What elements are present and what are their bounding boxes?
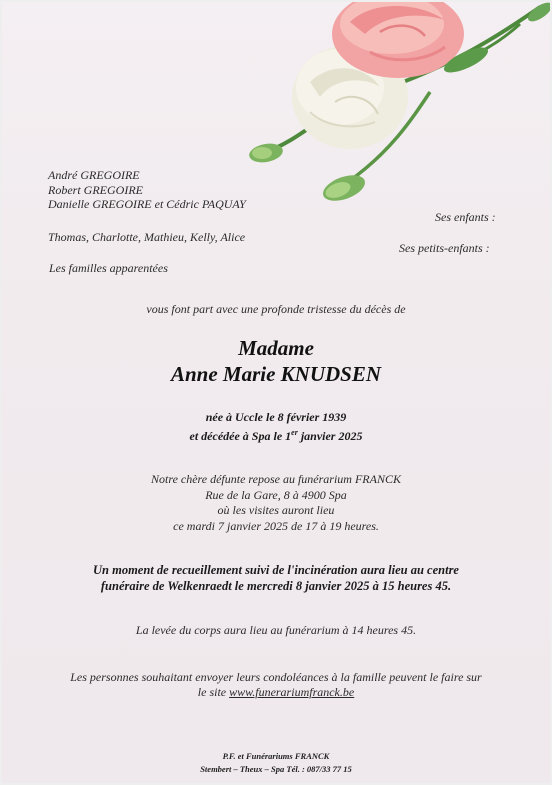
child-name: Robert GREGOIRE [48,182,143,197]
deceased-name: Anne Marie KNUDSEN [170,362,382,386]
visitation-line: Rue de la Gare, 8 à 4900 Spa [205,487,347,502]
grandchildren-list: Thomas, Charlotte, Mathieu, Kelly, Alice [48,230,246,244]
label-grandchildren: Ses petits-enfants : [399,241,490,255]
child-name: Danielle GREGOIRE et Cédric PAQUAY [48,197,246,211]
website-link[interactable]: www.funerariumfranck.be [229,685,355,699]
roses-illustration [240,2,552,222]
announcement-intro: vous font part avec une profonde tristesse du décès de [146,302,406,316]
condolences-info [2,670,550,700]
footer-contact: Stembert – Theux – Spa Tél. : 087/33 77 15 [200,764,352,774]
ceremony-info [2,562,550,594]
ceremony-line: Un moment de recueillement suivi de l'incinération aura lieu au centre [93,563,459,577]
footer-company: P.F. et Funérariums FRANCK [222,751,330,761]
visitation-line: Notre chère défunte repose au funérarium FRANCK [151,472,401,486]
visitation-line: ce mardi 7 janvier 2025 de 17 à 19 heures. [173,518,379,533]
levee-info: La levée du corps aura lieu au funérarium à 14 heures 45. [135,623,417,637]
life-dates [2,409,550,441]
children-list [48,168,246,212]
death-line: et décédée à Spa le 1er janvier 2025 [189,428,363,443]
visitation-info [2,472,550,534]
deceased-title: Madame [238,336,314,360]
child-name: André GREGOIRE [48,168,140,182]
related-families: Les familles apparentées [49,261,168,275]
rose-bud-lower [320,170,369,206]
birth-line: née à Uccle le 8 février 1939 [205,410,347,424]
funeral-home-footer [2,750,550,776]
condolences-line: Les personnes souhaitant envoyer leurs condoléances à la famille peuvent le faire sur [70,670,482,684]
ceremony-line: funéraire de Welkenraedt le mercredi 8 janvier 2025 à 15 heures 45. [100,579,452,593]
visitation-line: où les visites auront lieu [217,503,335,517]
label-children: Ses enfants : [435,210,496,224]
condolences-line: le site www.funerariumfranck.be [197,685,355,699]
